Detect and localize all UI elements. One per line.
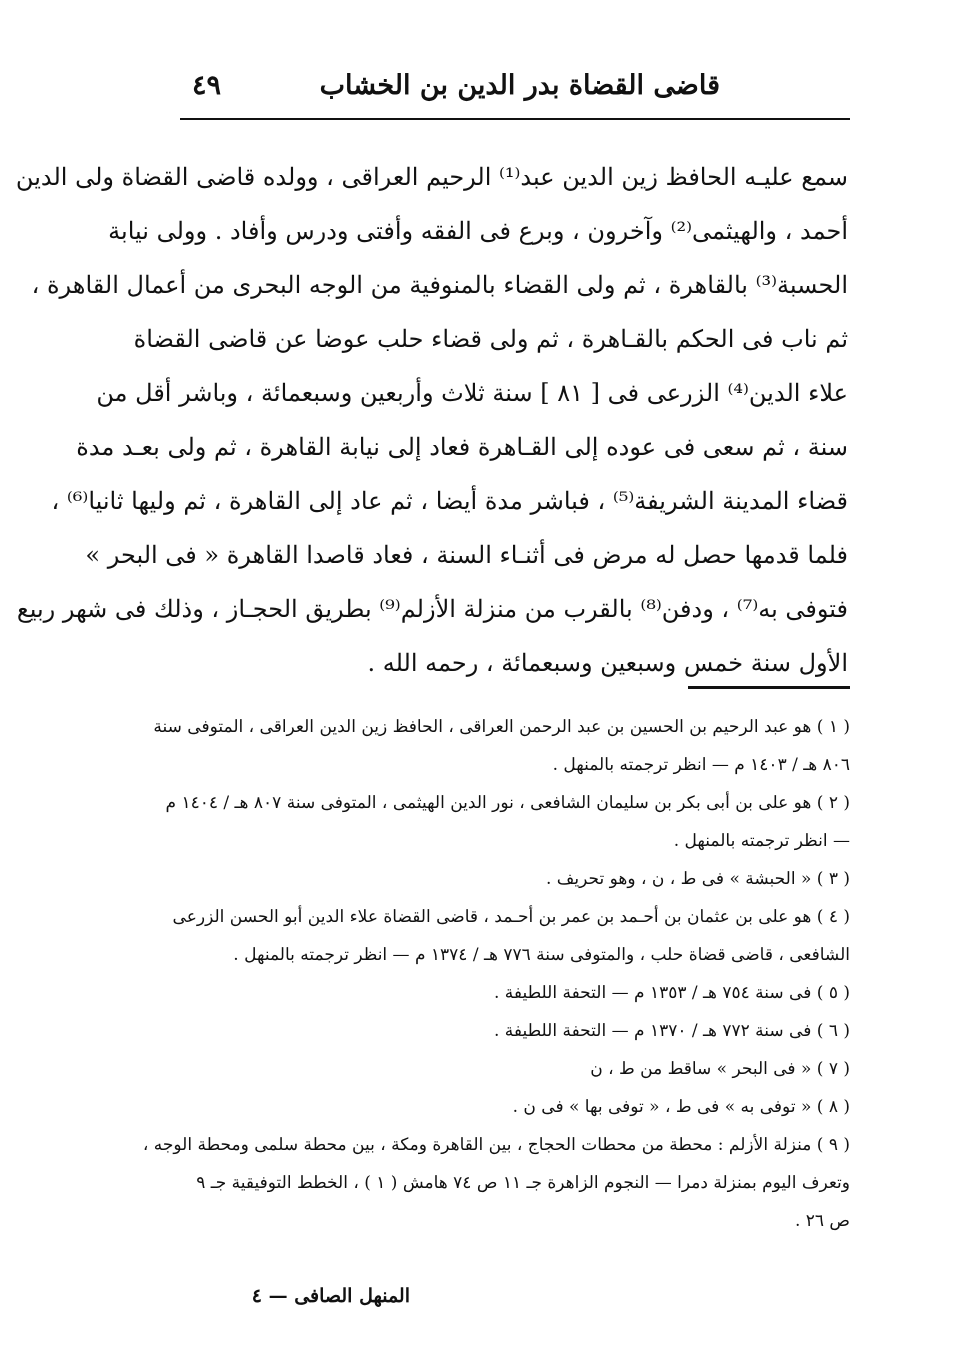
footnote-line: ( ٢ ) هو على بن أبى بكر بن سليمان الشافعى ، نور الدين الهيثمى ، المتوفى سنة ٨٠٧ هـ / ١٤٠٤ م: [165, 793, 850, 813]
page-header: [180, 62, 850, 114]
body-line: فلما قدمها حصل له مرض فى أثنـاء السنة ، فعاد قاصدا القاهرة « فى البحر »: [85, 541, 848, 569]
footnote-line: — انظر ترجمته بالمنهل .: [673, 831, 850, 851]
footnote-line: ( ١ ) هو عبد الرحيم بن الحسين بن عبد الرحمن العراقى ، الحافظ زين الدين العراقى ، المتوفى سنة: [153, 717, 850, 737]
header-rule: [180, 118, 850, 120]
body-line: أحمد ، والهيثمى⁽²⁾ وآخرون ، وبرع فى الفقه وأفتى ودرس وأفاد . وولى نيابة: [108, 217, 848, 245]
footnote-line: ( ٥ ) فى سنة ٧٥٤ هـ / ١٣٥٣ م — التحفة اللطيفة .: [493, 983, 850, 1003]
footnote-line: الشافعى ، قاضى قضاة حلب ، والمتوفى سنة ٧٧٦ هـ / ١٣٧٤ م — انظر ترجمته بالمنهل .: [233, 945, 850, 965]
body-line: سمع عليـه الحافظ زين الدين عبد⁽¹⁾ الرحيم العراقى ، وولده قاضى القضاة ولى الدين: [15, 163, 848, 191]
body-line: سنة ، ثم سعى فى عوده إلى القـاهرة فعاد إلى نيابة القاهرة ، ثم ولى بعـد مدة: [76, 433, 848, 461]
footnote-line: ( ٨ ) « توفى به » فى ط ، « توفى بها » فى ن .: [512, 1097, 850, 1117]
footnote-line: ( ٩ ) منزلة الأزلم : محطة من محطات الحجاج ، بين القاهرة ومكة ، بين محطة سلمى ومحطة الوجه ،: [142, 1135, 850, 1155]
footnotes: [142, 708, 850, 1240]
page-number: ٤٩: [192, 70, 222, 101]
footnote-line: ( ٣ ) « الحبشة » فى ط ، ن ، وهو تحريف .: [545, 869, 850, 889]
body-line: علاء الدين⁽⁴⁾ الزرعى فى [ ٨١ ] سنة ثلاث وأربعين وسبعمائة ، وباشر أقل من: [96, 379, 848, 407]
footnote-line: وتعرف اليوم بمنزلة دمرا — النجوم الزاهرة جـ ١١ ص ٧٤ هامش ( ١ ) ، الخطط التوفيقية جـ ٩: [196, 1173, 850, 1193]
footnote-rule: [688, 686, 850, 689]
page-signature: المنهل الصافى — ٤: [251, 1285, 410, 1307]
footnote-line: ٨٠٦ هـ / ١٤٠٣ م — انظر ترجمته بالمنهل .: [552, 755, 850, 775]
running-title: قاضى القضاة بدر الدين بن الخشاب: [319, 70, 720, 101]
body-line: فتوفى به⁽⁷⁾ ، ودفن⁽⁸⁾ بالقرب من منزلة الأزلم⁽⁹⁾ بطريق الحجـاز ، وذلك فى شهر ربيع: [16, 595, 848, 623]
body-line: الأول سنة خمس وسبعين وسبعمائة ، رحمه الله .: [367, 649, 848, 677]
footnote-line: ( ٧ ) « فى البحر » ساقط من ط ، ن: [590, 1059, 850, 1079]
footnote-line: ص ٢٦ .: [794, 1211, 850, 1231]
footnote-line: ( ٤ ) هو على بن عثمان بن أحـمد بن عمر بن أحـمد ، قاضى القضاة علاء الدين أبو الحسن الزرعى: [172, 907, 850, 927]
body-text: [15, 150, 848, 690]
body-line: قضاء المدينة الشريفة⁽⁵⁾ ، فباشر مدة أيضا ، ثم عاد إلى القاهرة ، ثم وليها ثانيا⁽⁶⁾ ،: [51, 487, 848, 515]
body-line: الحسبة⁽³⁾ بالقاهرة ، ثم ولى القضاء بالمنوفية من الوجه البحرى من أعمال القاهرة ،: [31, 271, 848, 299]
footnote-line: ( ٦ ) فى سنة ٧٧٢ هـ / ١٣٧٠ م — التحفة اللطيفة .: [493, 1021, 850, 1041]
body-line: ثم ناب فى الحكم بالقـاهرة ، ثم ولى قضاء حلب عوضا عن قاضى القضاة: [133, 325, 848, 353]
